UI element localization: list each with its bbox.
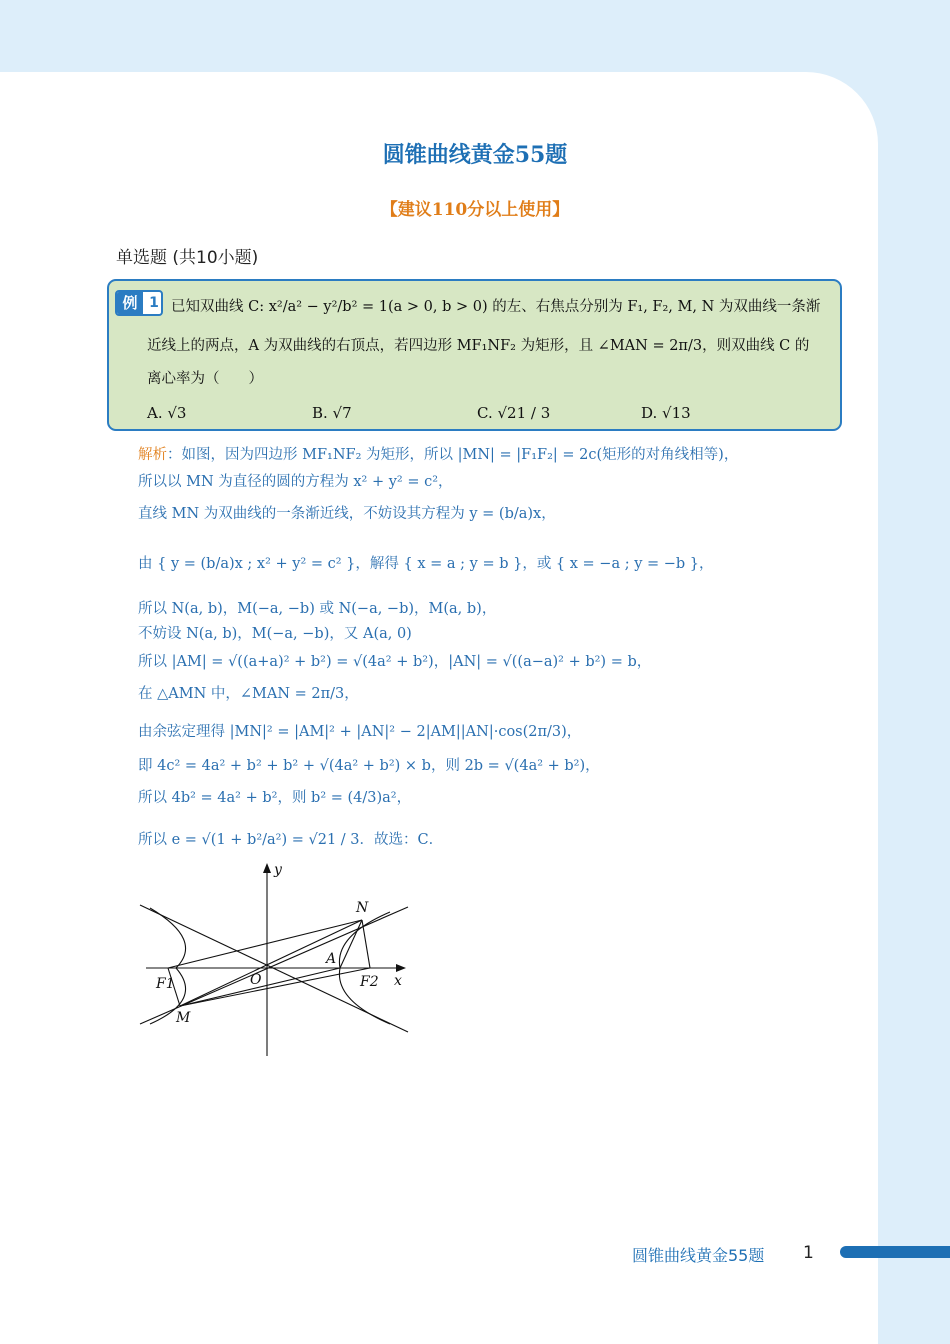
solution-line-8: 在 △AMN 中，∠MAN = 2π/3， [138, 686, 359, 702]
footer-accent-bar [840, 1246, 950, 1258]
question-line-3: 离心率为（ ） [147, 371, 263, 387]
footer-title: 圆锥曲线黄金55题 [632, 1246, 765, 1265]
option-a: A. √3 [147, 404, 187, 422]
solution-line-3: 直线 MN 为双曲线的一条渐近线，不妨设其方程为 y = (b/a)x， [138, 506, 556, 522]
label-x: x [394, 973, 402, 989]
question-line-1: 已知双曲线 C: x²/a² − y²/b² = 1(a > 0, b > 0) 的左、右焦点分别为 F₁, F₂, M, N 为双曲线一条渐 [171, 299, 821, 315]
option-d: D. √13 [641, 404, 691, 422]
solution-line-6: 不妨设 N(a, b)，M(−a, −b)，又 A(a, 0) [138, 626, 412, 642]
label-M: M [176, 1010, 191, 1026]
solution-line-4: 由 { y = (b/a)x ; x² + y² = c² }，解得 { x = a ; y = b }，或 { x = −a ; y = −b }， [138, 556, 714, 572]
solution-line-10: 即 4c² = 4a² + b² + b² + √(4a² + b²) × b，则 2b = √(4a² + b²)， [138, 758, 600, 774]
label-A: A [326, 951, 337, 967]
solution-text-1: ：如图，因为四边形 MF₁NF₂ 为矩形，所以 |MN| = |F₁F₂| = 2c(矩形的对角线相等)， [167, 447, 739, 463]
solution-line-2: 所以以 MN 为直径的圆的方程为 x² + y² = c²， [138, 474, 453, 490]
label-F1: F1 [156, 976, 175, 992]
solution-line-11: 所以 4b² = 4a² + b²，则 b² = (4/3)a²， [138, 790, 412, 806]
question-line-2: 近线上的两点，A 为双曲线的右顶点，若四边形 MF₁NF₂ 为矩形，且 ∠MAN = 2π/3，则双曲线 C 的 [147, 338, 810, 354]
solution-line-5: 所以 N(a, b)，M(−a, −b) 或 N(−a, −b)，M(a, b)， [138, 601, 497, 617]
badge-number: 1 [149, 295, 159, 311]
option-c: C. √21 / 3 [477, 404, 551, 422]
label-origin: O [250, 972, 262, 988]
example-badge [115, 290, 163, 316]
y-axis-arrow-icon [263, 863, 271, 873]
page-number: 1 [803, 1243, 814, 1263]
badge-label: 例 [117, 292, 143, 314]
solution-line-12: 所以 e = √(1 + b²/a²) = √21 / 3．故选：C． [138, 832, 444, 848]
option-b: B. √7 [312, 404, 352, 422]
solution-line-1 [138, 443, 738, 464]
hyperbola-figure [138, 860, 413, 1064]
solution-label: 解析 [138, 447, 167, 463]
section-heading: 单选题 (共10小题) [116, 248, 259, 268]
hyperbola-diagram [138, 860, 413, 1060]
segment-NF2 [362, 920, 370, 968]
label-N: N [356, 900, 369, 916]
label-F2: F2 [360, 974, 379, 990]
solution-line-9: 由余弦定理得 |MN|² = |AM|² + |AN|² − 2|AM||AN|·cos(2π/3)， [138, 724, 582, 740]
page-title: 圆锥曲线黄金55题 [382, 142, 568, 168]
page-subtitle: 【建议110分以上使用】 [380, 200, 570, 220]
segment-NA [340, 920, 362, 968]
label-y: y [274, 862, 282, 878]
solution-line-7: 所以 |AM| = √((a+a)² + b²) = √(4a² + b²)，|AN| = √((a−a)² + b²) = b， [138, 654, 652, 670]
question-box [107, 279, 842, 431]
x-axis-arrow-icon [396, 964, 406, 972]
